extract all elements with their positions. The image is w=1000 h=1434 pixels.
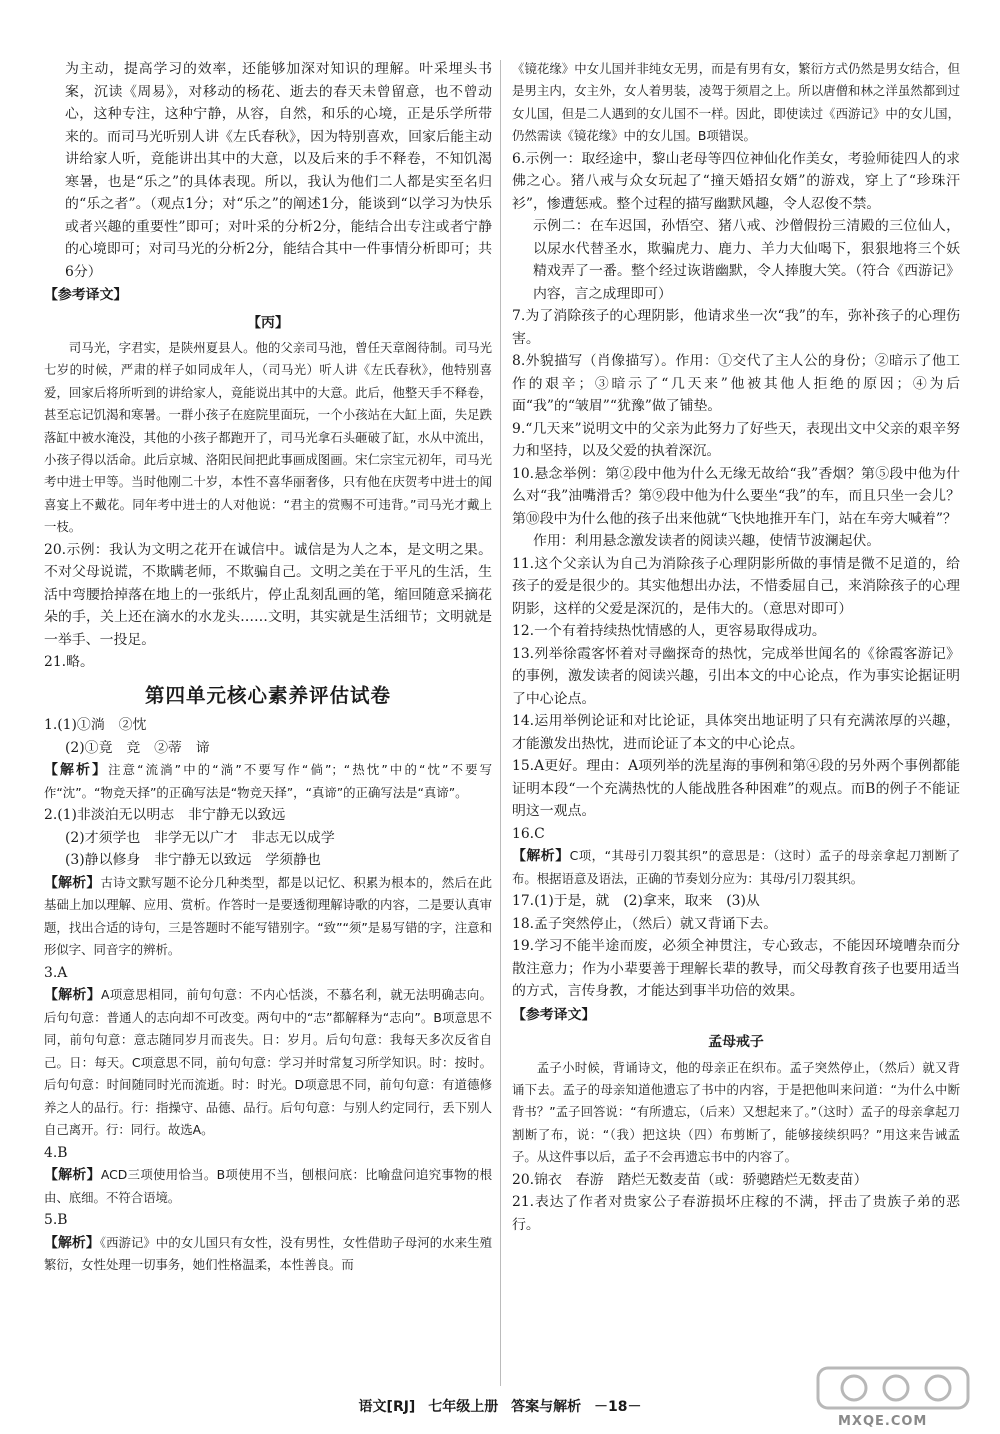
left-paragraph: 为主动，提高学习的效率，还能够加深对知识的理解。叶采埋头书案，沉读《周易》，对移动的杨花、逝去的春天未曾留意，也不曾动心，这种专注，这种宁静，从容，自然，和乐的心境，正是乐学所带来的。而司马光听别人讲《左氏春秋》，因为特别喜欢，回家后能主动讲给家人听，竟能讲出其中的大意，以及后来的手不释卷，不知饥渴寒暑，也是“乐之”的具体表现。所以，我认为他们二人都是实至名归的“乐之者”。（观点1分；对“乐之”的阐述1分，能谈到“以学习为快乐或者兴趣的重要性”即可；对叶采的分析2分，能结合出专注或者宁静的心境即可；对司马光的分析2分，能结合其中一件事情分析即可；共6分） [65,61,492,280]
right-paragraph: 21.表达了作者对贵家公子春游损坏庄稼的不满，抨击了贵族子弟的恶行。 [512,1194,960,1233]
left-paragraph: 2.(1)非淡泊无以明志 非宁静无以致远 [44,807,286,824]
analysis-text: 《西游记》中的女儿国只有女性，没有男性，女性借助子母河的水来生殖繁衍，女性处理一切事务，她们性格温柔，本性善良。而 [44,1234,492,1273]
left-paragraph [44,759,492,804]
right-paragraph: 11.这个父亲认为自己为消除孩子心理阴影所做的事情是微不足道的，给孩子的爱是很少的。其实他想出办法，不惜委屈自己，来消除孩子的心理阴影，这样的父爱是深沉的，是伟大的。（意思对即可） [512,555,960,617]
right-paragraph: 12.一个有着持续热忱情感的人，更容易取得成功。 [512,623,826,640]
right-paragraph: 《镜花缘》中女儿国并非纯女无男，而是有男有女，繁衍方式仍然是男女结合，但是男主内，女主外，女人着男装，凌驾于须眉之上。所以唐僧和林之洋虽然都到过女儿国，但是二人遇到的女儿国不一样。因此，即使读过《西游记》中的女儿国，仍然需读《镜花缘》中的女儿国。B项错误。 [512,61,960,144]
right-paragraph: 19.学习不能半途而废，必须全神贯注，专心致志，不能因环境嘈杂而分散注意力；作为小辈要善于理解长辈的教导，而父母教育孩子也要用适当的方式，言传身教，才能达到事半功倍的效果。 [512,938,960,1000]
right-paragraph: 作用：利用悬念激发读者的阅读兴趣，使情节波澜起伏。 [533,533,881,550]
right-paragraph: 6.示例一：取经途中，黎山老母等四位神仙化作美女，考验师徒四人的求佛之心。猪八戒与众女玩起了“撞天婚招女婿”的游戏，穿上了“珍珠汗衫”，惨遭惩戒。整个过程的描写幽默风趣，令人忍俊不禁。 [512,150,960,212]
left-paragraph: 1.(1)①淌 ②忱 [44,717,147,734]
left-paragraph: 【参考译文】 [44,287,128,303]
left-paragraph: (3)静以修身 非宁静无以致远 学须静也 [65,852,321,869]
right-paragraph: 【参考译文】 [512,1006,596,1023]
right-paragraph [512,845,960,890]
left-column [44,58,492,1277]
left-paragraph [44,1232,492,1277]
right-paragraph: 示例二：在车迟国，孙悟空、猪八戒、沙僧假扮三清殿的三位仙人，以尿水代替圣水，欺骗虎力、鹿力、羊力大仙喝下，狠狠地将三个妖精戏弄了一番。整个经过诙谐幽默，令人捧腹大笑。（符合《西游记》内容，言之成理即可） [533,218,960,302]
analysis-text: 注意“流淌”中的“淌”不要写作“倘”；“热忱”中的“忱”不要写作“沈”。“物竞天择”的正确写法是“物竞天择”，“真谛”的正确写法是“真谛”。 [44,762,492,800]
left-paragraph: 第四单元核心素养评估试卷 [144,683,391,707]
right-paragraph: 10.悬念举例：第②段中他为什么无缘无故给“我”香烟？第⑤段中他为什么对“我”油嘴滑舌？第⑨段中他为什么要坐“我”的车，而且只坐一会儿？第⑩段中为什么他的孩子出来他就“飞快地推开车门，站在车旁大喊着”？ [512,465,960,527]
analysis-text: 古诗文默写题不论分几种类型，都是以记忆、积累为根本的，然后在此基础上加以理解、应用、赏析。作答时一是要透彻理解诗歌的内容，二是要认真审题，找出合适的诗句，三是答题时不能写错别字。“致”“须”是易写错的字，注意和形似字、同音字的辨析。 [44,874,492,958]
left-paragraph: 20.示例：我认为文明之花开在诚信中。诚信是为人之本，是文明之果。不对父母说谎，不欺瞒老师，不欺骗自己。文明之美在于平凡的生活，生活中弯腰拾掉落在地上的一张纸片，停止乱刻乱画的笔，缩回随意采摘花朵的手，关上还在滴水的水龙头……文明，其实就是生活细节；文明就是一举手、一投足。 [44,541,492,648]
analysis-label: 【解析】 [44,1234,100,1251]
left-paragraph: (2)①竟 竞 ②蒂 谛 [65,739,210,756]
right-paragraph: 7.为了消除孩子的心理阴影，他请求坐一次“我”的车，弥补孩子的心理伤害。 [512,308,960,347]
column-divider [500,60,501,1386]
footer-subject: 语文[RJ] [358,1399,416,1415]
right-paragraph: 13.列举徐霞客怀着对寻幽探奇的热忱，完成举世闻名的《徐霞客游记》的事例，激发读者的阅读兴趣，引出本文的中心论点，作为事实论据证明了中心论点。 [512,645,960,707]
left-paragraph: 5.B [44,1212,68,1229]
analysis-label: 【解析】 [44,762,109,779]
left-paragraph: 4.B [44,1144,68,1161]
right-paragraph: 8.外貌描写（肖像描写）。作用：①交代了主人公的身份；②暗示了他工作的艰辛；③暗示了“几天来”他被其他人拒绝的原因；④为后面“我”的“皱眉”“犹豫”做了铺垫。 [512,353,960,415]
right-paragraph: 9.“几天来”说明文中的父亲为此努力了好些天，表现出文中父亲的艰辛努力和坚持，以及父爱的执着深沉。 [512,420,960,460]
footer-page-number: －18－ [593,1399,642,1415]
analysis-label: 【解析】 [44,987,102,1004]
footer-grade: 七年级上册 [428,1399,499,1415]
left-paragraph [44,872,492,962]
left-paragraph [44,1164,492,1209]
analysis-text: A项意思相同，前句句意：不内心恬淡，不慕名利，就无法明确志向。后句句意：普通人的志向却不可改变。两句中的“志”都解释为“志向”。B项意思不同，前句句意：意志随同岁月而丧失。日：岁月。后句句意：我每天多次反省自己。日：每天。C项意思不同，前句句意：学习并时常复习所学知识。时：按时。后句句意：时间随同时光而流逝。时：时光。D项意思不同，前句句意：有道德修养之人的品行。行：指操守、品德、品行。后句句意：与别人约定同行，丢下别人自己离开。行：同行。故选A。 [44,987,492,1138]
analysis-text: C项，“其母引刀裂其织”的意思是：（这时）孟子的母亲拿起刀割断了布。根据语意及语法，正确的节奏划分应为：其母/引刀裂其织。 [512,848,960,886]
left-paragraph: 21.略。 [44,654,94,671]
footer-kind: 答案与解析 [511,1399,582,1415]
right-paragraph: 17.(1)于是，就 (2)拿来，取来 (3)从 [512,893,760,910]
right-paragraph: 18.孟子突然停止，（然后）就又背诵下去。 [512,915,778,932]
watermark-logo-icon [814,1362,984,1422]
left-paragraph: 3.A [44,964,68,981]
analysis-text: ACD三项使用恰当。B项使用不当，刨根问底：比喻盘问追究事物的根由、底细。不符合语境。 [44,1167,492,1205]
right-paragraph: 孟子小时候，背诵诗文，他的母亲正在织布。孟子突然停止，（然后）就又背诵下去。孟子的母亲知道他遗忘了书中的内容，于是把他叫来问道：“为什么中断背书？”孟子回答说：“有所遗忘，（后来）又想起来了。”（这时）孟子的母亲拿起刀割断了布，说：“（我）把这块（四）布剪断了，能够接续织吗？”用这来告诫孟子。从这件事以后，孟子不会再遗忘书中的内容了。 [512,1059,960,1165]
right-paragraph: 20.锦衣 春游 踏烂无数麦苗（或：骄骢踏烂无数麦苗） [512,1171,868,1188]
left-paragraph: 司马光，字君实，是陕州夏县人。他的父亲司马池，曾任天章阁待制。司马光七岁的时候，严肃的样子如同成年人，（司马光）听人讲《左氏春秋》，他特别喜爱，回家后将所听到的讲给家人，竟能说出其中的大意。此后，他整天手不释卷，甚至忘记饥渴和寒暑。一群小孩子在庭院里面玩，一个小孩站在大缸上面，失足跌落缸中被水淹没，其他的小孩子都跑开了，司马光拿石头砸破了缸，水从中流出，小孩子得以活命。此后京城、洛阳民间把此事画成图画。宋仁宗宝元初年，司马光考中进士甲等。当时他刚二十岁，本性不喜华丽奢侈，只有他在庆贺考中进士的闻喜宴上不戴花。同年考中进士的人对他说：“君主的赏赐不可违背。”司马光才戴上一枝。 [44,340,492,535]
right-column [512,58,960,1236]
right-paragraph: 孟母戒子 [708,1034,764,1051]
right-paragraph: 16.C [512,825,545,842]
right-paragraph: 14.运用举例论证和对比论证，具体突出地证明了只有充满浓厚的兴趣，才能激发出热忱，进而论证了本文的中心论点。 [512,713,960,752]
left-paragraph: 【丙】 [247,314,289,331]
analysis-label: 【解析】 [44,1167,101,1184]
left-paragraph: (2)才须学也 非学无以广才 非志无以成学 [65,829,335,846]
watermark-text: MXQE.COM [838,1414,928,1429]
right-paragraph: 15.A更好。理由：A项列举的洗星海的事例和第④段的另外两个事例都能证明本段“一个充满热忱的人能战胜各种困难”的观点。而B的例子不能证明这一观点。 [512,758,960,820]
left-paragraph [44,984,492,1142]
analysis-label: 【解析】 [44,874,101,891]
analysis-label: 【解析】 [512,848,570,865]
